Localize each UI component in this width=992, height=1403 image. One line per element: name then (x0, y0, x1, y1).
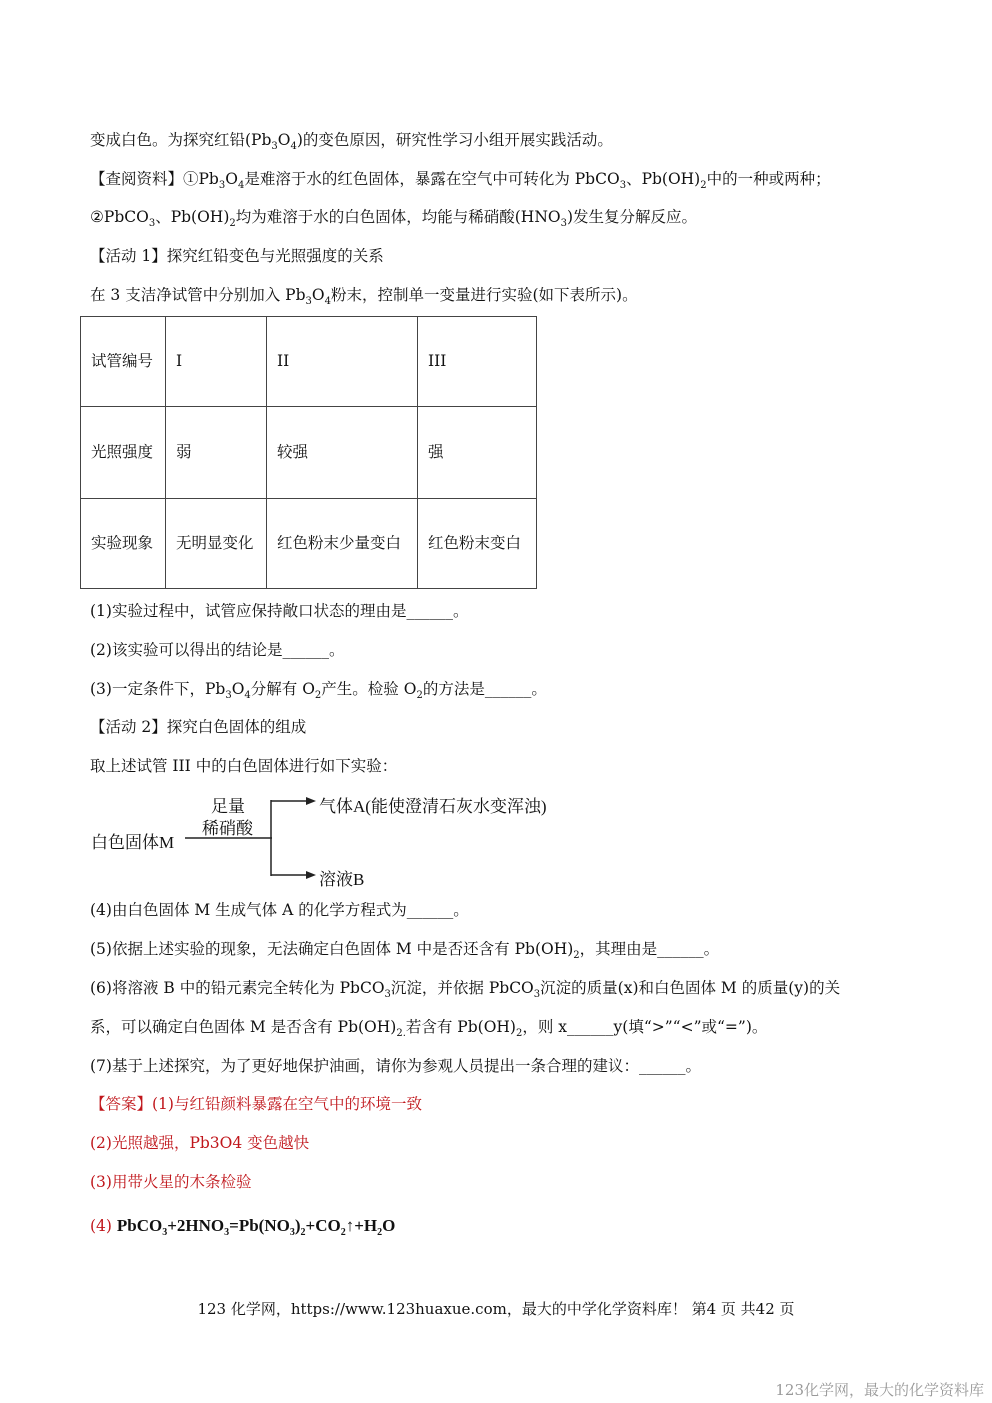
table-cell: 强 (418, 407, 537, 499)
subscript: 2. (396, 1028, 406, 1039)
text-segment: 产生。检验 O (321, 680, 417, 698)
text-segment: 【活动 2】探究白色固体的组成 (90, 718, 307, 736)
text-segment: 沉淀，并依据 PbCO (390, 979, 534, 997)
text-segment: +2HNO (167, 1216, 225, 1235)
text-segment: ②PbCO (90, 208, 149, 226)
subscript: 2 (314, 690, 322, 701)
subscript: 4 (324, 296, 331, 307)
table-cell: III (418, 317, 537, 407)
text-segment: PbCO (116, 1216, 163, 1235)
subscript: 2 (416, 690, 423, 701)
subscript: 2 (300, 1227, 306, 1238)
subscript: 3 (162, 1227, 168, 1238)
subscript: 3 (384, 989, 391, 1000)
text-segment: 取上述试管 III 中的白色固体进行如下实验： (90, 757, 398, 775)
text-segment: (6)将溶液 B 中的铅元素完全转化为 PbCO (90, 979, 385, 997)
text-segment: O (311, 286, 325, 304)
table-cell: II (267, 317, 418, 407)
start-substance: 白色固体M (91, 833, 175, 852)
table-cell: 较强 (267, 407, 418, 499)
text-segment: (1)实验过程中，试管应保持敞口状态的理由是______。 (90, 602, 469, 620)
text-segment: )的变色原因，研究性学习小组开展实践活动。 (296, 131, 613, 149)
subscript: 3 (148, 218, 156, 229)
text-segment: 【活动 1】探究红铅变色与光照强度的关系 (90, 247, 384, 265)
subscript: 4 (290, 141, 297, 152)
text-segment: 沉淀的质量(x)和白色固体 M 的质量(y)的关 (540, 979, 841, 997)
text-segment: =Pb(NO (229, 1216, 290, 1235)
text-segment: 均为难溶于水的白色固体，均能与稀硝酸(HNO (235, 208, 561, 226)
table-cell: I (166, 317, 267, 407)
table-cell: 红色粉末少量变白 (267, 499, 418, 589)
text-segment: 粉末，控制单一变量进行实验(如下表所示)。 (330, 286, 638, 304)
text-segment: (2)光照越强，Pb3O4 变色越快 (90, 1134, 310, 1152)
text-segment: )发生复分解反应。 (566, 208, 698, 226)
text-segment: ) (294, 1216, 301, 1235)
text-segment: 分解有 O (250, 680, 315, 698)
subscript: 3 (533, 989, 541, 1000)
table-cell: 试管编号 (81, 317, 166, 407)
text-segment: (4)由白色固体 M 生成气体 A 的化学方程式为______。 (90, 901, 469, 919)
subscript: 3 (560, 218, 567, 229)
watermark: 123化学网，最大的化学资料库 (775, 1381, 984, 1399)
answer-prefix: (4) (90, 1217, 117, 1235)
table-cell: 红色粉末变白 (418, 499, 537, 589)
text-segment: (2)该实验可以得出的结论是______。 (90, 641, 345, 659)
text-segment: (7)基于上述探究，为了更好地保护油画，请你为参观人员提出一条合理的建议：______。 (90, 1057, 701, 1075)
subscript: 4 (237, 180, 245, 191)
subscript: 2 (700, 180, 707, 191)
subscript: 2 (515, 1028, 523, 1039)
text-segment: 若含有 Pb(OH) (405, 1018, 516, 1036)
reagent-label: 稀硝酸 (202, 819, 253, 838)
subscript: 2 (377, 1227, 383, 1238)
subscript: 3 (305, 296, 312, 307)
text-segment: (3)一定条件下，Pb (90, 680, 226, 698)
reagent-label: 足量 (211, 797, 245, 816)
subscript: 4 (244, 690, 251, 701)
product-gas: 气体A(能使澄清石灰水变浑浊) (319, 797, 547, 816)
text-segment: ，其理由是______。 (579, 940, 720, 958)
answer-4 (90, 1216, 395, 1236)
text-segment: ，则 x______y(填“>”“<”或“=”)。 (522, 1018, 768, 1036)
table-cell: 实验现象 (81, 499, 166, 589)
text-segment: 系，可以确定白色固体 M 是否含有 Pb(OH) (90, 1018, 397, 1036)
subscript: 2 (573, 950, 580, 961)
text-segment: 、Pb(OH) (155, 208, 230, 226)
subscript: 3 (619, 180, 627, 191)
subscript: 3 (224, 1227, 230, 1238)
page-footer: 123 化学网，https://www.123huaxue.com，最大的中学化学资料库！ 第4 页 共42 页 (197, 1300, 795, 1318)
text-segment: 中的一种或两种； (706, 170, 831, 188)
subscript: 3 (225, 690, 232, 701)
subscript: 2 (340, 1227, 346, 1238)
subscript: 2 (229, 218, 236, 229)
text-segment: 、Pb(OH) (626, 170, 701, 188)
text-segment: ↑+H (345, 1216, 378, 1235)
text-segment: O (231, 680, 245, 698)
subscript: 3 (271, 141, 278, 152)
text-segment: O (277, 131, 291, 149)
text-segment: (3)用带火星的木条检验 (90, 1173, 252, 1191)
text-segment: 变成白色。为探究红铅(Pb (90, 131, 272, 149)
text-segment: 是难溶于水的红色固体，暴露在空气中可转化为 PbCO (244, 170, 620, 188)
text-segment: O (382, 1216, 396, 1235)
table-cell: 无明显变化 (166, 499, 267, 589)
text-segment: (5)依据上述实验的现象，无法确定白色固体 M 中是否还含有 Pb(OH) (90, 940, 574, 958)
text-segment: 【答案】(1)与红铅颜料暴露在空气中的环境一致 (90, 1095, 422, 1113)
product-solution: 溶液B (319, 870, 365, 889)
text-segment: 【查阅资料】①Pb (90, 170, 219, 188)
table-cell: 弱 (166, 407, 267, 499)
text-segment: O (225, 170, 238, 188)
chemical-equation (116, 1216, 396, 1238)
subscript: 3 (289, 1227, 295, 1238)
text-segment: 在 3 支洁净试管中分别加入 Pb (90, 286, 306, 304)
text-segment: +CO (305, 1216, 341, 1235)
table-cell: 光照强度 (81, 407, 166, 499)
subscript: 3 (218, 180, 226, 191)
text-segment: 的方法是______。 (422, 680, 547, 698)
